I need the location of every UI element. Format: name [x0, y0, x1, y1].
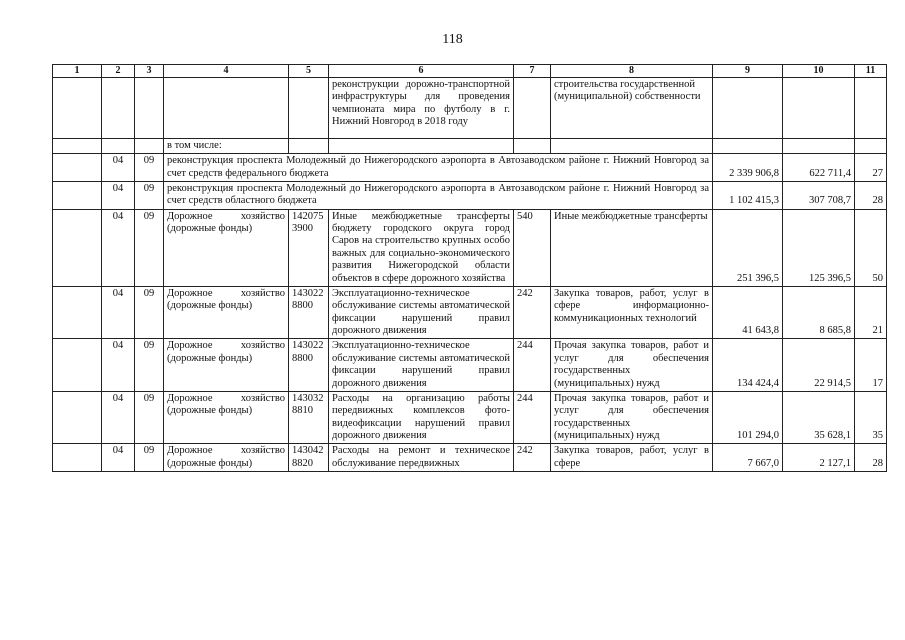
header-row — [53, 65, 887, 78]
column-header: 2 — [102, 65, 135, 78]
subsection-cell: 09 — [135, 154, 164, 182]
section-cell: 04 — [102, 339, 135, 392]
column-header: 11 — [855, 65, 887, 78]
section-cell: 04 — [102, 391, 135, 444]
table-row — [53, 154, 887, 182]
expense-type-cell: Прочая закупка товаров, работ и услуг для обеспечения государственных (муниципальных) нужд — [551, 391, 713, 444]
table-row — [53, 209, 887, 286]
subsection-cell: 09 — [135, 286, 164, 339]
section-cell: 04 — [102, 154, 135, 182]
purpose-cell: Эксплуатационно-техническое обслуживание системы автоматической фиксации нарушений правил дорожного движения — [329, 339, 514, 392]
subsection-cell: 09 — [135, 339, 164, 392]
column-header: 7 — [514, 65, 551, 78]
expense-type-cell: Закупка товаров, работ, услуг в сфере — [551, 444, 713, 472]
type-code-cell: 242 — [514, 286, 551, 339]
purpose-cell: Расходы на организацию работы передвижных комплексов фото-видеофиксации нарушений правил дорожного движения — [329, 391, 514, 444]
expense-type-cell: строительства государственной (муниципальной) собственности — [551, 77, 713, 138]
value-col11: 27 — [855, 154, 887, 182]
expense-type-cell: Закупка товаров, работ, услуг в сфере информационно-коммуникационных технологий — [551, 286, 713, 339]
expense-type-cell: Иные межбюджетные трансферты — [551, 209, 713, 286]
value-col9: 7 667,0 — [713, 444, 783, 472]
value-col11: 17 — [855, 339, 887, 392]
purpose-cell: Эксплуатационно-техническое обслуживание системы автоматической фиксации нарушений правил дорожного движения — [329, 286, 514, 339]
column-header: 10 — [783, 65, 855, 78]
section-cell: 04 — [102, 209, 135, 286]
value-col9: 251 396,5 — [713, 209, 783, 286]
value-col9: 134 424,4 — [713, 339, 783, 392]
column-header: 6 — [329, 65, 514, 78]
column-header: 9 — [713, 65, 783, 78]
value-col11: 21 — [855, 286, 887, 339]
type-code-cell: 540 — [514, 209, 551, 286]
table-row — [53, 391, 887, 444]
type-code-cell: 244 — [514, 339, 551, 392]
value-col10: 8 685,8 — [783, 286, 855, 339]
page-number: 118 — [442, 32, 463, 47]
column-header: 4 — [164, 65, 289, 78]
expense-type-cell: Прочая закупка товаров, работ и услуг для обеспечения государственных (муниципальных) нужд — [551, 339, 713, 392]
category-cell: Дорожное хозяйство (дорожные фонды) — [164, 444, 289, 472]
section-cell: 04 — [102, 444, 135, 472]
value-col11: 28 — [855, 444, 887, 472]
type-code-cell: 244 — [514, 391, 551, 444]
code-cell: 143022 8800 — [289, 286, 329, 339]
code-cell: 143022 8800 — [289, 339, 329, 392]
purpose-cell: реконструкции дорожно-транспортной инфраструктуры для проведения чемпионата мира по футболу в г. Нижний Новгород в 2018 году — [329, 77, 514, 138]
value-col10: 125 396,5 — [783, 209, 855, 286]
budget-table — [52, 64, 887, 472]
value-col10: 2 127,1 — [783, 444, 855, 472]
subsection-cell: 09 — [135, 444, 164, 472]
subsection-cell: 09 — [135, 391, 164, 444]
table-row — [53, 444, 887, 472]
purpose-cell: Иные межбюджетные трансферты бюджету городского округа город Саров на строительство крупных особо важных для социально-экономического развития Нижегородской области объектов в сфере дорожного хозяйства — [329, 209, 514, 286]
purpose-cell: Расходы на ремонт и техническое обслуживание передвижных — [329, 444, 514, 472]
category-cell: Дорожное хозяйство (дорожные фонды) — [164, 286, 289, 339]
value-col10: 622 711,4 — [783, 154, 855, 182]
section-cell: 04 — [102, 181, 135, 209]
column-header: 5 — [289, 65, 329, 78]
table-row — [53, 286, 887, 339]
type-code-cell: 242 — [514, 444, 551, 472]
subsection-cell: 09 — [135, 209, 164, 286]
in-that-number-label: в том числе: — [164, 138, 289, 153]
table-row — [53, 339, 887, 392]
column-header: 3 — [135, 65, 164, 78]
section-cell: 04 — [102, 286, 135, 339]
column-header: 8 — [551, 65, 713, 78]
value-col10: 35 628,1 — [783, 391, 855, 444]
span-description: реконструкция проспекта Молодежный до Нижегородского аэропорта в Автозаводском районе г. Нижний Новгород за счет средств федерального бюджета — [164, 154, 713, 182]
subheader-row — [53, 138, 887, 153]
span-description: реконструкция проспекта Молодежный до Нижегородского аэропорта в Автозаводском районе г. Нижний Новгород за счет средств областного бюджета — [164, 181, 713, 209]
column-header: 1 — [53, 65, 102, 78]
code-cell: 143032 8810 — [289, 391, 329, 444]
value-col9: 101 294,0 — [713, 391, 783, 444]
value-col9: 1 102 415,3 — [713, 181, 783, 209]
category-cell: Дорожное хозяйство (дорожные фонды) — [164, 339, 289, 392]
value-col9: 41 643,8 — [713, 286, 783, 339]
value-col11: 35 — [855, 391, 887, 444]
value-col10: 307 708,7 — [783, 181, 855, 209]
subsection-cell: 09 — [135, 181, 164, 209]
category-cell: Дорожное хозяйство (дорожные фонды) — [164, 391, 289, 444]
value-col10: 22 914,5 — [783, 339, 855, 392]
code-cell: 143042 8820 — [289, 444, 329, 472]
code-cell: 142075 3900 — [289, 209, 329, 286]
value-col11: 28 — [855, 181, 887, 209]
continuation-row — [53, 77, 887, 138]
table-row — [53, 181, 887, 209]
category-cell: Дорожное хозяйство (дорожные фонды) — [164, 209, 289, 286]
value-col11: 50 — [855, 209, 887, 286]
value-col9: 2 339 906,8 — [713, 154, 783, 182]
